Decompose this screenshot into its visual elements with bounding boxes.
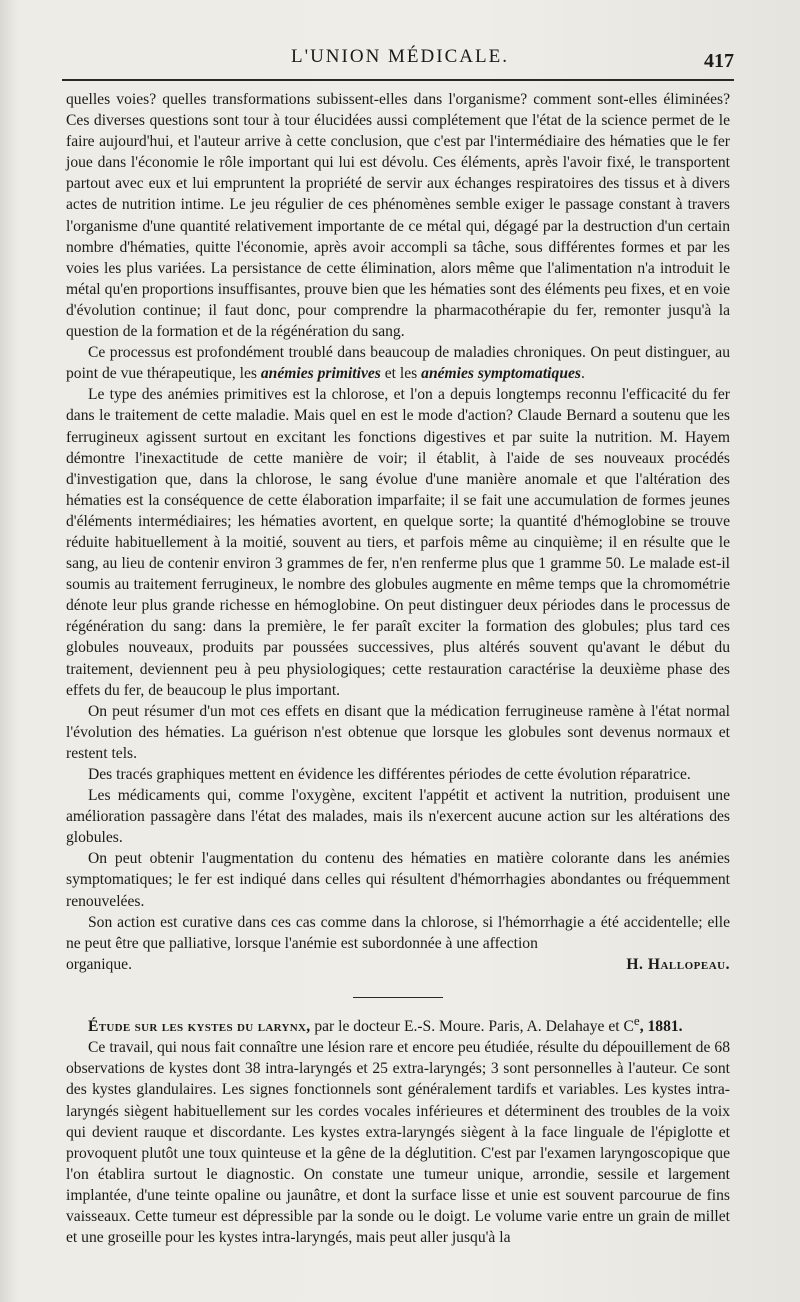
article-paragraph-summary: On peut résumer d'un mot ces effets en disant que la médication ferrugineuse ramène à l'état normal l'évolution des hématies. La guérison n'est obtenue que lorsque les globules sont devenus normaux et restent tels. — [66, 702, 730, 762]
review-title-sup: e — [633, 1012, 640, 1028]
page-header — [62, 46, 738, 76]
review-title-end: , 1881. — [639, 1018, 683, 1036]
review-title-rest: par le docteur E.-S. Moure. Paris, A. Delahaye et C — [310, 1018, 634, 1036]
term-primitive-anemias: anémies primitives — [260, 365, 381, 383]
page-body — [66, 89, 730, 1248]
page-number: 417 — [704, 50, 734, 72]
article-paragraph-closing: Son action est curative dans ces cas comme dans la chlorose, si l'hémorrhagie a été accidentelle; elle ne peut être que palliative, lorsque l'anémie est subordonnée à une affection — [66, 913, 730, 952]
review-paragraph: Ce travail, qui nous fait connaître une lésion rare et encore peu étudiée, résulte du dépouillement de 68 observations de kystes dont 38 intra-laryngés et 25 extra-laryngés; 3 sont personnelles à l'auteur. Ce sont des kystes glandulaires. Les signes fonctionnels sont généralement tardifs et variables. Les kystes intra-laryngés siègent habituellement sur les cordes vocales inférieures et déterminent des troubles de la voix qui devient rauque et discordante. Les kystes extra-laryngés siègent à la face linguale de l'épiglotte et provoquent plutôt une toux quinteuse et la gêne de la déglutition. C'est par l'examen laryngoscopique que l'on établira surtout le diagnostic. On constate une tumeur unique, arrondie, sessile et largement implantée, d'une teinte opaline ou jaunâtre, et dont la surface lisse et unie est souvent parcourue de fins vaisseaux. Cette tumeur est dépressible par la sonde ou le doigt. Le volume varie entre un grain de millet et une groseille pour les kystes intra-laryngés, mais peut aller jusqu'à la — [66, 1039, 730, 1247]
header-rule — [62, 79, 734, 81]
article-paragraph-chlorosis: Le type des anémies primitives est la chlorose, et l'on a depuis longtemps reconnu l'efficacité du fer dans le traitement de cette maladie. Mais quel en est le mode d'action? Claude Bernard a soutenu que les ferrugineux agissent surtout en excitant les fonctions digestives et par suite la nutrition. M. Hayem démontre l'inexactitude de cette manière de voir; il établit, à l'aide de ses nouveaux procédés d'investigation que, dans la chlorose, le sang évolue d'une manière anomale et que l'altération des hématies est la conséquence de cette élaboration imparfaite; il se fait une accumulation de formes jeunes d'éléments intermédiaires; les hématies avortent, en quelque sorte; la quantité d'hémoglobine se trouve réduite habituellement à la moitié, souvent au tiers, et parfois même au cinquième; il en résulte que le sang, au lieu de contenir environ 3 grammes de fer, n'en renferme plus que 1 gramme 50. Le malade est-il soumis au traitement ferrugineux, le nombre des globules augmente en même temps que la chromométrie dénote leur plus grande richesse en hémoglobine. On peut distinguer deux périodes dans le processus de régénération du sang: dans la première, le fer paraît exciter la formation des globules; plus tard ces globules nouveaux, produits par poussées successives, plus altérés souvent qu'avant le début du traitement, deviennent peu à peu physiologiques; cette restauration caractérise la deuxième phase des effets du fer, de beaucoup le plus important. — [66, 386, 730, 699]
review-title — [66, 1010, 730, 1037]
article-paragraph-graphs: Des tracés graphiques mettent en évidence les différentes périodes de cette évolution réparatrice. — [88, 766, 691, 783]
article-paragraph-medications: Les médicaments qui, comme l'oxygène, excitent l'appétit et activent la nutrition, produisent une amélioration passagère dans l'état des malades, mais ils n'exercent aucune action sur les altérations des globules. — [66, 787, 730, 847]
closing-last-word: organique. — [66, 955, 132, 973]
review-book-title: Étude sur les kystes du larynx, — [88, 1018, 311, 1036]
article-paragraph-symptomatic: On peut obtenir l'augmentation du contenu des hématies en matière colorante dans les anémies symptomatiques; le fer est indiqué dans celles qui résultent d'hémorrhagies abondantes ou fréquemment renouvelées. — [66, 850, 730, 910]
term-symptomatic-anemias: anémies symptomatiques — [421, 365, 581, 383]
section-divider — [353, 997, 443, 998]
anemies-text-before: Ce processus est profondément troublé dans beaucoup de maladies chroniques. On peut distinguer, au point de vue thérapeutique, les — [66, 344, 730, 383]
anemies-text-middle: et les — [380, 365, 422, 383]
article-paragraph-1: quelles voies? quelles transformations subissent-elles dans l'organisme? comment sont-elles éliminées? Ces diverses questions sont tour à tour élucidées aussi complétement que l'état de la science permet de le faire aujourd'hui, et l'auteur arrive à cette conclusion, que c'est par l'intermédiaire des hématies que le fer joue dans l'économie le rôle important qui lui est dévolu. Ces éléments, après l'avoir fixé, le transportent partout avec eux et lui empruntent la propriété de servir aux échanges respiratoires des tissus et à divers actes de nutrition intime. Le jeu régulier de ces phénomènes semble exiger le passage constant à travers l'organisme d'une quantité relativement importante de ce métal qui, dégagé par la destruction d'un certain nombre d'hématies, quitte l'économie, après avoir accompli sa tâche, sous différentes formes et par les voies les plus variées. La persistance de cette élimination, alors même que l'alimentation n'a introduit le métal qu'en proportions insuffisantes, prouve bien que les hématies sont des éléments peu fixes, et en voie d'évolution continue; il faut donc, pour comprendre la pharmacothérapie du fer, remonter jusqu'à la question de la formation et de la régénération du sang. — [66, 91, 730, 341]
author-signature: H. Hallopeau. — [626, 955, 730, 973]
article-paragraph-anemies — [66, 342, 730, 384]
anemies-text-after: . — [580, 365, 585, 383]
running-title: L'UNION MÉDICALE. — [291, 46, 509, 67]
closing-line — [66, 954, 730, 975]
